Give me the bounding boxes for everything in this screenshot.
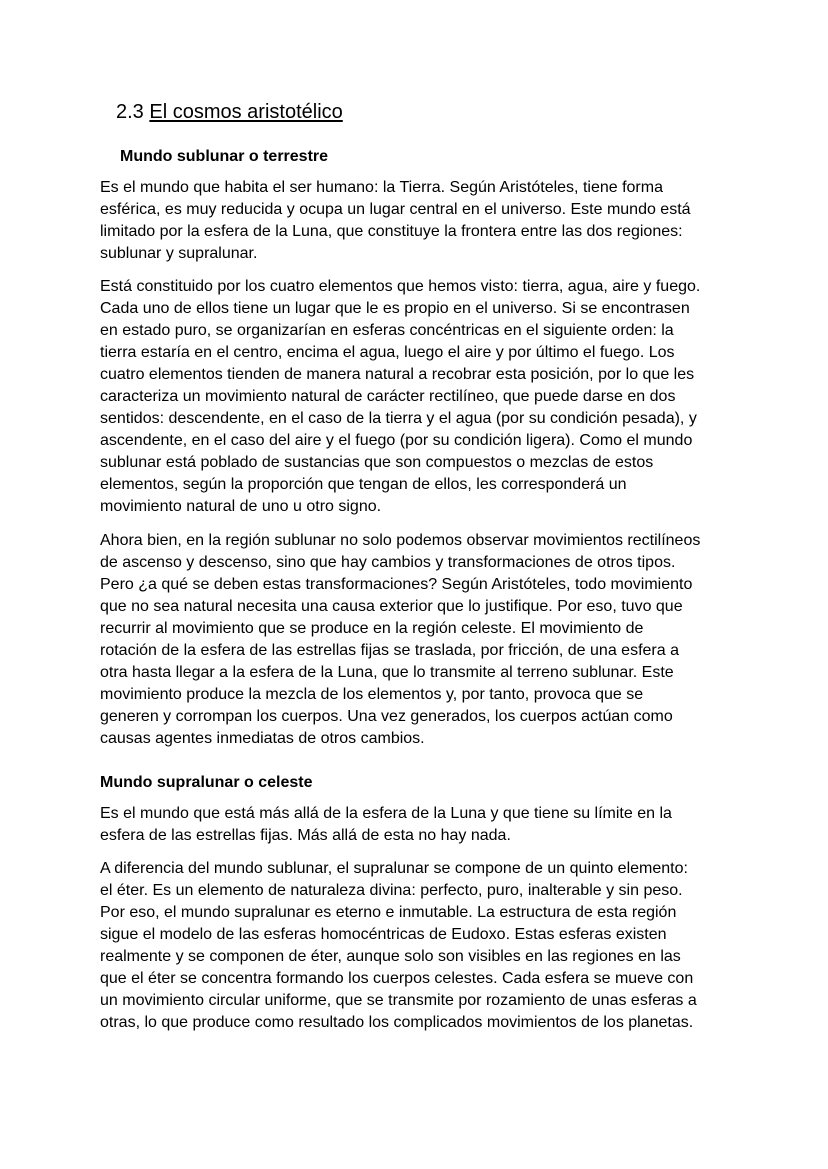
section-title: El cosmos aristotélico xyxy=(149,101,343,123)
text-line: rotación de la esfera de las estrellas fijas se traslada, por fricción, de una esfera a xyxy=(100,642,679,659)
text-line: movimiento produce la mezcla de los elementos y, por tanto, provoca que se xyxy=(100,686,644,703)
text-line: otras, lo que produce como resultado los complicados movimientos de los planetas. xyxy=(100,1014,694,1031)
sublunar-paragraph-3 xyxy=(100,530,740,750)
supralunar-paragraph-1 xyxy=(100,803,740,847)
text-line: Cada uno de ellos tiene un lugar que le es propio en el universo. Si se encontrasen xyxy=(100,300,690,317)
text-line: movimiento natural de uno u otro signo. xyxy=(100,498,382,515)
supralunar-paragraph-2 xyxy=(100,858,740,1034)
text-line: Pero ¿a qué se deben estas transformaciones? Según Aristóteles, todo movimiento xyxy=(100,576,693,593)
sublunar-heading: Mundo sublunar o terrestre xyxy=(120,148,329,165)
text-line: esférica, es muy reducida y ocupa un lugar central en el universo. Este mundo está xyxy=(100,201,691,218)
text-line: limitado por la esfera de la Luna, que constituye la frontera entre las dos regiones: xyxy=(100,223,683,240)
text-line: recurrir al movimiento que se produce en la región celeste. El movimiento de xyxy=(100,620,644,637)
text-line: Es el mundo que está más allá de la esfera de la Luna y que tiene su límite en la xyxy=(100,805,672,822)
text-line: Ahora bien, en la región sublunar no solo podemos observar movimientos rectilíneos xyxy=(100,532,701,549)
text-line: causas agentes inmediatas de otros cambios. xyxy=(100,730,425,747)
text-line: Por eso, el mundo supralunar es eterno e inmutable. La estructura de esta región xyxy=(100,904,677,921)
text-line: Es el mundo que habita el ser humano: la Tierra. Según Aristóteles, tiene forma xyxy=(100,179,663,196)
text-line: sublunar y supralunar. xyxy=(100,245,258,262)
section-number: 2.3 xyxy=(116,101,144,123)
section-heading xyxy=(116,99,343,125)
text-line: esfera de las estrellas fijas. Más allá de esta no hay nada. xyxy=(100,827,511,844)
text-line: tierra estaría en el centro, encima el agua, luego el aire y por último el fuego. Los xyxy=(100,344,675,361)
text-line: cuatro elementos tienden de manera natural a recobrar esta posición, por lo que les xyxy=(100,366,695,383)
text-line: A diferencia del mundo sublunar, el supralunar se compone de un quinto elemento: xyxy=(100,860,688,877)
text-line: el éter. Es un elemento de naturaleza divina: perfecto, puro, inalterable y sin peso. xyxy=(100,882,683,899)
text-line: un movimiento circular uniforme, que se transmite por rozamiento de unas esferas a xyxy=(100,992,697,1009)
text-line: que no sea natural necesita una causa exterior que lo justifique. Por eso, tuvo que xyxy=(100,598,683,615)
text-line: sentidos: descendente, en el caso de la tierra y el agua (por su condición pesada), y xyxy=(100,410,697,427)
text-line: en estado puro, se organizarían en esferas concéntricas en el siguiente orden: la xyxy=(100,322,674,339)
text-line: elementos, según la proporción que tengan de ellos, les corresponderá un xyxy=(100,476,627,493)
text-line: Está constituido por los cuatro elementos que hemos visto: tierra, agua, aire y fuego. xyxy=(100,278,701,295)
text-line: realmente y se componen de éter, aunque solo son visibles en las regiones en las xyxy=(100,948,681,965)
supralunar-heading: Mundo supralunar o celeste xyxy=(100,774,313,791)
text-line: sigue el modelo de las esferas homocéntricas de Eudoxo. Estas esferas existen xyxy=(100,926,667,943)
text-line: ascendente, en el caso del aire y el fuego (por su condición ligera). Como el mundo xyxy=(100,432,693,449)
text-line: que el éter se concentra formando los cuerpos celestes. Cada esfera se mueve con xyxy=(100,970,694,987)
sublunar-paragraph-2 xyxy=(100,276,740,518)
text-line: caracteriza un movimiento natural de carácter rectilíneo, que puede darse en dos xyxy=(100,388,676,405)
text-line: otra hasta llegar a la esfera de la Luna, que lo transmite al terreno sublunar. Este xyxy=(100,664,674,681)
text-line: sublunar está poblado de sustancias que son compuestos o mezclas de estos xyxy=(100,454,654,471)
sublunar-paragraph-1 xyxy=(100,177,740,265)
text-line: generen y corrompan los cuerpos. Una vez generados, los cuerpos actúan como xyxy=(100,708,673,725)
text-line: de ascenso y descenso, sino que hay cambios y transformaciones de otros tipos. xyxy=(100,554,676,571)
